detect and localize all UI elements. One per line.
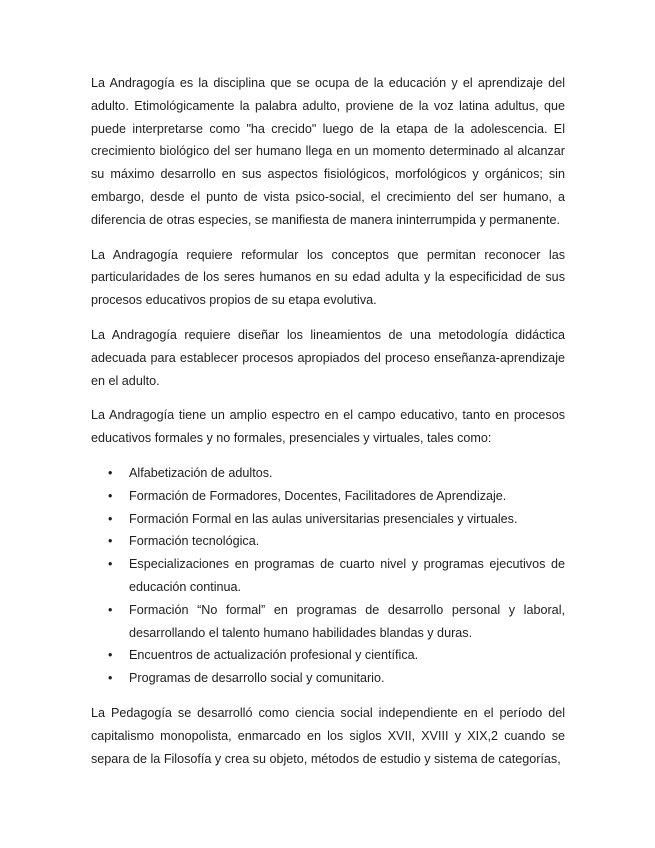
bullet-marker: • bbox=[108, 465, 113, 480]
paragraph-andragogy-methodology: La Andragogía requiere diseñar los lineamientos de una metodología didáctica adecuada para establecer procesos apropiados del proceso enseñanza-aprendizaje en el adulto. bbox=[91, 327, 565, 388]
bullet-marker: • bbox=[108, 511, 113, 526]
list-item-text: Especializaciones en programas de cuarto nivel y programas ejecutivos de educación continua. bbox=[129, 557, 565, 594]
list-item bbox=[91, 462, 565, 485]
bullet-marker: • bbox=[108, 602, 113, 617]
paragraph-andragogy-concepts: La Andragogía requiere reformular los conceptos que permitan reconocer las particularidades de los seres humanos en su edad adulta y la especificidad de sus procesos educativos propios de su etapa evolutiva. bbox=[91, 247, 565, 308]
list-item-text: Formación “No formal” en programas de desarrollo personal y laboral, desarrollando el talento humano habilidades blandas y duras. bbox=[129, 602, 565, 640]
paragraph-andragogy-definition: La Andragogía es la disciplina que se ocupa de la educación y el aprendizaje del adulto. Etimológicamente la palabra adulto, proviene de la voz latina adultus, que puede interpretarse como "ha crecido" luego de la etapa de la adolescencia. El crecimiento biológico del ser humano llega en un momento determinado al alcanzar su máximo desarrollo en sus aspectos fisiológicos, morfológicos y orgánicos; sin embargo, desde el punto de vista psico-social, el crecimiento del ser humano, a diferencia de otras especies, se manifiesta de manera ininterrumpida y permanente. bbox=[91, 76, 565, 227]
list-item-text: Encuentros de actualización profesional y científica. bbox=[129, 648, 419, 663]
list-item bbox=[91, 553, 565, 599]
document-body bbox=[91, 72, 565, 782]
paragraph-pedagogy-history: La Pedagogía se desarrolló como ciencia social independiente en el período del capitalismo monopolista, enmarcado en los siglos XVII, XVIII y XIX,2 cuando se separa de la Filosofía y crea su objeto, métodos de estudio y sistema de categorías, bbox=[91, 705, 565, 766]
list-item bbox=[91, 599, 565, 645]
paragraph-andragogy-scope: La Andragogía tiene un amplio espectro en el campo educativo, tanto en procesos educativos formales y no formales, presenciales y virtuales, tales como: bbox=[91, 408, 565, 446]
list-item-text: Formación de Formadores, Docentes, Facilitadores de Aprendizaje. bbox=[129, 488, 507, 503]
list-item-text: Alfabetización de adultos. bbox=[129, 465, 273, 480]
bullet-marker: • bbox=[108, 534, 113, 549]
list-item bbox=[91, 530, 565, 553]
list-item bbox=[91, 667, 565, 690]
bullet-marker: • bbox=[108, 488, 113, 503]
bullet-marker: • bbox=[108, 557, 113, 572]
list-item bbox=[91, 644, 565, 667]
list-item-text: Programas de desarrollo social y comunitario. bbox=[129, 671, 385, 686]
list-item-text: Formación Formal en las aulas universitarias presenciales y virtuales. bbox=[129, 511, 518, 526]
bullet-marker: • bbox=[108, 648, 113, 663]
list-item bbox=[91, 508, 565, 531]
list-item-text: Formación tecnológica. bbox=[129, 534, 260, 549]
bullet-marker: • bbox=[108, 671, 113, 686]
scope-bullet-list bbox=[91, 462, 565, 690]
list-item bbox=[91, 485, 565, 508]
